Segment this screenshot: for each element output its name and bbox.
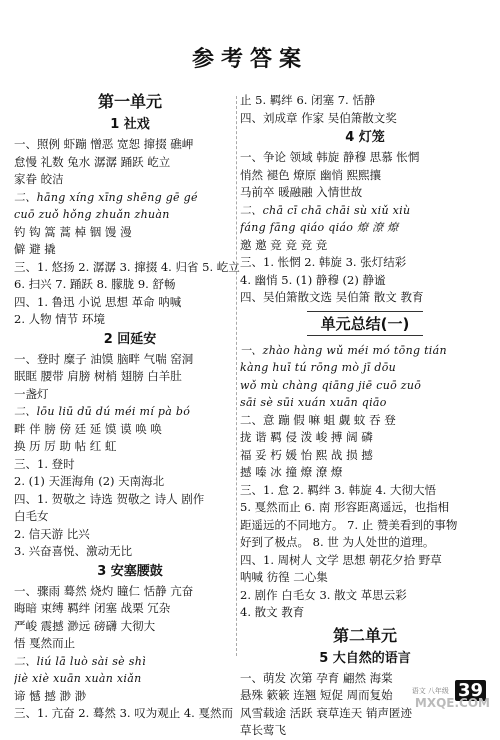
pinyin-line: 二、liú lā luò sài sè shì <box>14 654 146 668</box>
footer-subject: 语文 八年级 <box>411 686 449 695</box>
pinyin-line: sāi sè sūi xuán xuān qiāo <box>240 396 387 409</box>
answer-line: 6. 扫兴 7. 踊跃 8. 朦胧 9. 舒畅 <box>14 277 176 291</box>
answer-line: 四、1. 贺敬之 诗选 贺敬之 诗人 剧作 <box>14 491 205 506</box>
answer-line: 四、1. 鲁迅 小说 思想 革命 呐喊 <box>14 294 182 309</box>
pinyin-line: cuō zuǒ hǒng zhuǎn zhuàn <box>14 208 170 221</box>
answer-line: 2. (1) 天涯海角 (2) 天南海北 <box>14 474 165 488</box>
lesson-3-answers <box>14 583 246 723</box>
answer-line: 一、登时 糜子 油馍 脑畔 气喘 窑洞 <box>14 351 194 366</box>
answer-line: 邀 邀 竞 竞 竞 竞 <box>240 237 328 252</box>
answer-line: 谛 憾 撼 渺 渺 <box>14 688 87 703</box>
answer-line: 2. 剧作 白毛女 3. 散文 革思云彩 <box>240 587 407 602</box>
answer-line: 止 5. 羁绊 6. 闭塞 7. 恬静 <box>240 93 376 107</box>
answer-line: 5. 戛然而止 6. 南 形容距离遥远，也指相 <box>240 500 450 514</box>
answer-line: 三、1. 悠扬 2. 潺潺 3. 撺掇 4. 归省 5. 屹立 <box>14 259 240 274</box>
pinyin-line: 二、chā cī chā chāi sù xiǔ xiù <box>240 203 411 217</box>
answer-line: 白毛女 <box>14 509 49 523</box>
answer-line: 晦暗 束缚 羁绊 闭塞 战栗 冗杂 <box>14 601 171 615</box>
answer-line: 眠眶 腰带 肩膀 树梢 翅膀 白羊肚 <box>14 369 182 383</box>
answer-line: 三、1. 亢奋 2. 蓦然 3. 叹为观止 4. 戛然而 <box>14 706 233 720</box>
lesson-4-answers <box>240 149 490 307</box>
answer-line: 三、1. 怅惘 2. 韩旋 3. 张灯结彩 <box>240 255 407 269</box>
lesson-2-title: 2 回延安 <box>103 331 157 347</box>
answer-line: 拢 谐 羁 侵 泼 峻 搏 阔 磷 <box>240 430 373 444</box>
unit-summary-title: 单元总结(一) <box>307 311 424 336</box>
answer-line: 马前卒 暖融融 入情世故 <box>240 185 363 199</box>
answer-line: 好到了极点。 8. 世 为人处世的道理。 <box>240 535 435 549</box>
pinyin-line: 一、zhào hàng wǔ méi mó tōng tián <box>240 343 447 357</box>
answer-line: 悟 戛然而止 <box>14 636 76 650</box>
pinyin-line: jiè xiè xuān xuàn xiǎn <box>14 672 142 685</box>
answer-line: 4. 散文 教育 <box>240 605 305 619</box>
answer-line: 悬殊 簌簌 连翘 短促 周而复始 <box>240 688 393 702</box>
lesson-4-title: 4 灯笼 <box>345 130 385 145</box>
answer-line: 呐喊 彷徨 二心集 <box>240 570 328 584</box>
answer-line: 2. 信天游 比兴 <box>14 526 90 541</box>
answer-line: 一、萌发 次第 孕育 翩然 海棠 <box>240 670 393 685</box>
page-title: 参考答案 <box>191 47 308 72</box>
answer-line: 一、争论 领域 韩旋 静穆 思慕 怅惘 <box>240 150 420 164</box>
lesson-1-answers <box>14 136 246 329</box>
answer-line: 怠慢 礼数 兔水 潺潺 踊跃 屹立 <box>14 154 171 169</box>
answer-line: 四、1. 周树人 文学 思想 朝花夕拾 野草 <box>240 552 442 567</box>
watermark: MXQE.COM <box>414 696 490 710</box>
answer-line: 畔 伴 膀 傍 廷 延 馍 谟 唤 唤 <box>14 421 162 436</box>
lesson-2-answers <box>14 351 246 561</box>
unit-summary-heading <box>240 311 490 336</box>
answer-line: 一、照例 虾蹦 憎恶 宽恕 撺掇 礁岬 <box>14 137 194 151</box>
answer-line: 钓 钩 篙 蒿 棹 铟 馒 漫 <box>14 224 132 239</box>
answer-line: 二、意 蹦 假 嘛 蛆 觑 蚊 吞 登 <box>240 412 396 427</box>
answer-line: 一、骤雨 蓦然 烧灼 瞳仁 恬静 亢奋 <box>14 583 194 598</box>
pinyin-line: 二、lōu liū dū dú méi mí pà bó <box>14 405 191 418</box>
lesson-3-continued <box>240 92 490 127</box>
answer-line: 严峻 震撼 渺远 磅礴 大彻大 <box>14 618 156 633</box>
answer-line: 福 妥 朽 媛 怡 熙 战 损 撼 <box>240 447 373 462</box>
left-column <box>14 88 246 723</box>
unit-heading-2: 第二单元 <box>332 625 397 645</box>
answer-line: 三、1. 登时 <box>14 456 75 471</box>
answer-line: 换 历 厉 助 帖 红 虹 <box>14 439 117 453</box>
answer-line: 家眷 皎洁 <box>14 172 64 186</box>
answer-line: 一盏灯 <box>14 386 49 401</box>
lesson-1-title: 1 社戏 <box>110 117 150 132</box>
answer-line: 四、吴伯箫散文选 吴伯箫 散文 教育 <box>240 290 424 304</box>
answer-line: 距遥远的不同地方。 7. 止 赞美看到的事物 <box>240 517 458 532</box>
answer-line: 风雪载途 活跃 衰草连天 销声匿迹 <box>240 705 412 720</box>
answer-line: 悄然 褪色 燎原 幽悄 熙熙攘 <box>240 167 382 182</box>
lesson-5-title: 5 大自然的语言 <box>319 650 411 666</box>
pinyin-line: kàng huī tú rōng mò jī dōu <box>240 361 397 374</box>
pinyin-line: fáng fāng qiáo qiáo 燎 潦 燎 <box>240 221 399 234</box>
right-column <box>240 92 490 740</box>
answer-line: 四、刘成章 作家 吴伯箫散文奖 <box>240 110 397 125</box>
answer-line: 4. 幽悄 5. (1) 静穆 (2) 静谧 <box>240 272 386 287</box>
unit-summary-answers <box>240 342 490 622</box>
pinyin-line: 二、hāng xíng xīng shēng gē gé <box>14 190 198 204</box>
page-number: 39 <box>455 680 486 701</box>
lesson-3-title: 3 安塞腰鼓 <box>97 563 163 579</box>
answer-line: 三、1. 怠 2. 羁绊 3. 韩旋 4. 大彻大悟 <box>240 482 436 497</box>
answer-line: 草长莺飞 <box>240 723 286 737</box>
answer-line: 2. 人物 情节 环境 <box>14 312 105 326</box>
pinyin-line: wǒ mù chàng qiāng jiē cuō zuō <box>240 378 422 392</box>
answer-line: 3. 兴奋喜悦、激动无比 <box>14 544 133 558</box>
unit-heading-1: 第一单元 <box>97 92 162 111</box>
answer-line: 僻 避 撬 <box>14 242 56 256</box>
answer-line: 撼 嗪 冰 撞 燎 潦 燎 <box>240 465 343 479</box>
